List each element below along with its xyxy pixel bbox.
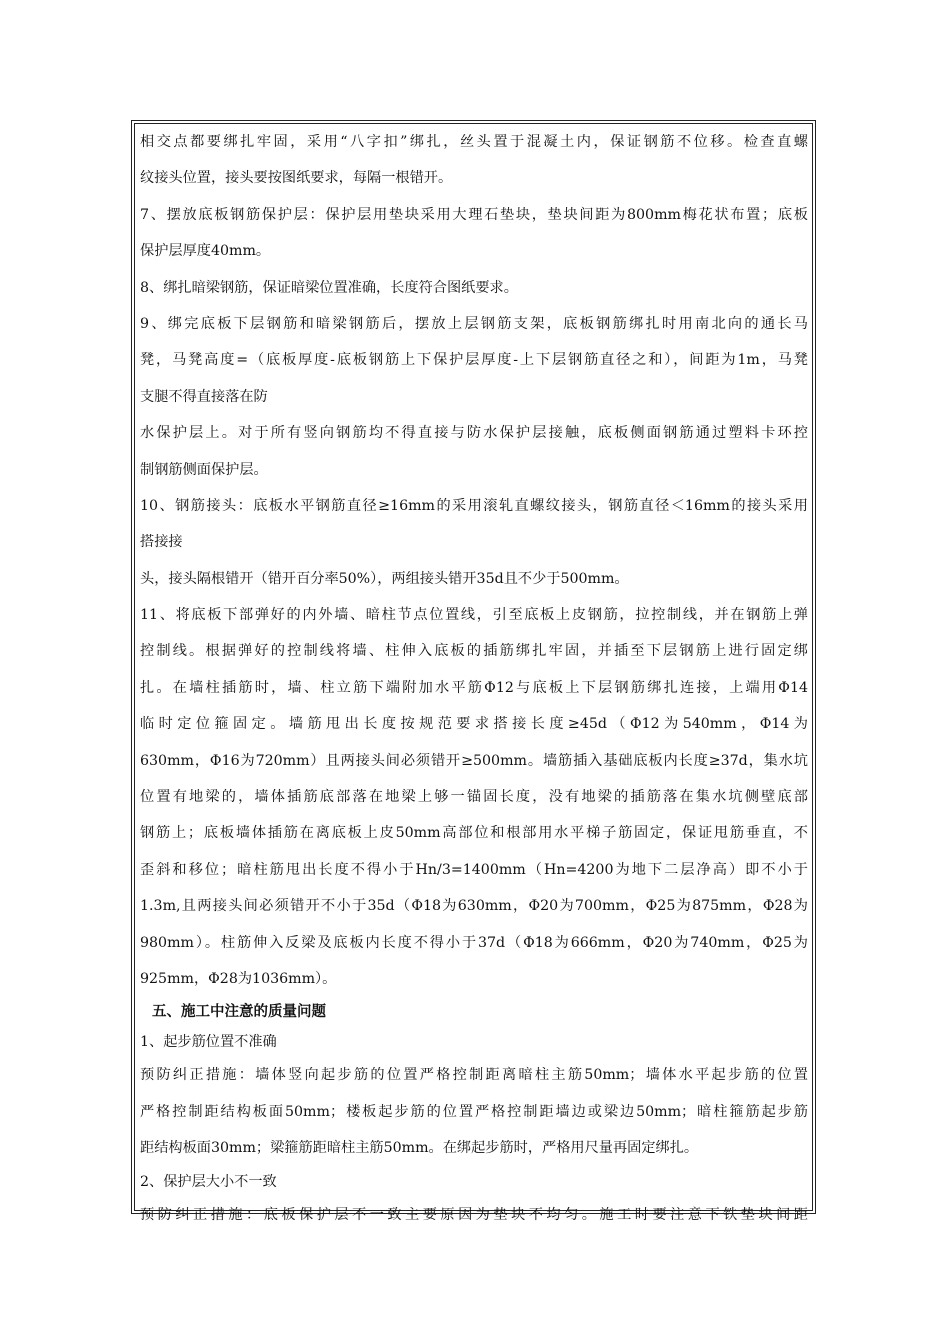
text-line: 预防纠正措施：墙体竖向起步筋的位置严格控制距离暗柱主筋50mm；墙体水平起步筋的位置	[140, 1067, 808, 1084]
text-line: 凳，马凳高度=（底板厚度-底板钢筋上下保护层厚度-上下层钢筋直径之和），间距为1m，马凳	[140, 352, 808, 369]
section-text-block	[140, 1027, 808, 1233]
document-content	[140, 124, 808, 1233]
text-line: 支腿不得直接落在防	[140, 388, 268, 405]
text-line: 1.3m,且两接头间必须错开不小于35d（Φ18为630mm，Φ20为700mm，Φ25为875mm，Φ28为	[140, 898, 808, 915]
text-line: 严格控制距结构板面50mm；楼板起步筋的位置严格控制距墙边或梁边50mm；暗柱箍筋起步筋	[140, 1103, 808, 1120]
text-line: 相交点都要绑扎牢固，采用“八字扣”绑扎，丝头置于混凝土内，保证钢筋不位移。检查直螺	[140, 134, 808, 150]
text-line: 临时定位箍固定。墙筋甩出长度按规范要求搭接长度≥45d（Φ12为540mm，Φ14为	[140, 716, 808, 733]
text-line: 钢筋上；底板墙体插筋在离底板上皮50mm高部位和根部用水平梯子筋固定，保证甩筋垂直，不	[140, 825, 808, 842]
text-line: 1、起步筋位置不准确	[140, 1034, 277, 1051]
text-line: 630mm，Φ16为720mm）且两接头间必须错开≥500mm。墙筋插入基础底板内长度≥37d，集水坑	[140, 752, 808, 769]
text-line: 扎。在墙柱插筋时，墙、柱立筋下端附加水平筋Φ12与底板上下层钢筋绑扎连接，上端用Φ14	[140, 679, 808, 696]
text-line: 纹接头位置，接头要按图纸要求，每隔一根错开。	[140, 170, 453, 187]
text-line: 925mm，Φ28为1036mm）。	[140, 970, 337, 987]
text-line: 水保护层上。对于所有竖向钢筋均不得直接与防水保护层接触，底板侧面钢筋通过塑料卡环控	[140, 425, 808, 442]
section-heading: 五、施工中注意的质量问题	[152, 1004, 326, 1021]
text-line: 头，接头隔根错开（错开百分率50%），两组接头错开35d且不少于500mm。	[140, 570, 629, 587]
text-line: 控制线。根据弹好的控制线将墙、柱伸入底板的插筋绑扎牢固，并插至下层钢筋上进行固定绑	[140, 643, 808, 660]
text-line: 8、绑扎暗梁钢筋，保证暗梁位置准确，长度符合图纸要求。	[140, 279, 518, 296]
text-line: 980mm）。柱筋伸入反梁及底板内长度不得小于37d（Φ18为666mm，Φ20为740mm，Φ25为	[140, 934, 808, 951]
text-line: 歪斜和移位；暗柱筋甩出长度不得小于Hn/3=1400mm（Hn=4200为地下二层净高）即不小于	[140, 861, 808, 878]
text-line: 2、保护层大小不一致	[140, 1173, 277, 1190]
text-line: 距结构板面30mm；梁箍筋距暗柱主筋50mm。在绑起步筋时，严格用尺量再固定绑扎。	[140, 1140, 699, 1157]
text-line: 9、绑完底板下层钢筋和暗梁钢筋后，摆放上层钢筋支架，底板钢筋绑扎时用南北向的通长马	[140, 315, 808, 332]
text-line: 预防纠正措施：底板保护层不一致主要原因为垫块不均匀。施工时要注意下铁垫块间距	[140, 1206, 808, 1223]
text-line: 7、摆放底板钢筋保护层：保护层用垫块采用大理石垫块，垫块间距为800mm梅花状布置；底板	[140, 206, 808, 223]
text-line: 制钢筋侧面保护层。	[140, 461, 268, 478]
text-line: 10、钢筋接头：底板水平钢筋直径≥16mm的采用滚轧直螺纹接头，钢筋直径＜16mm的接头采用	[140, 497, 808, 514]
text-line: 搭接接	[140, 534, 183, 551]
text-line: 保护层厚度40mm。	[140, 243, 271, 260]
text-line: 位置有地梁的，墙体插筋底部落在地梁上够一锚固长度，没有地梁的插筋落在集水坑侧壁底部	[140, 789, 808, 806]
document-table-frame	[131, 120, 816, 1223]
text-line: 11、将底板下部弹好的内外墙、暗柱节点位置线，引至底板上皮钢筋，拉控制线，并在钢筋上弹	[140, 607, 808, 624]
body-text-block	[140, 124, 808, 997]
